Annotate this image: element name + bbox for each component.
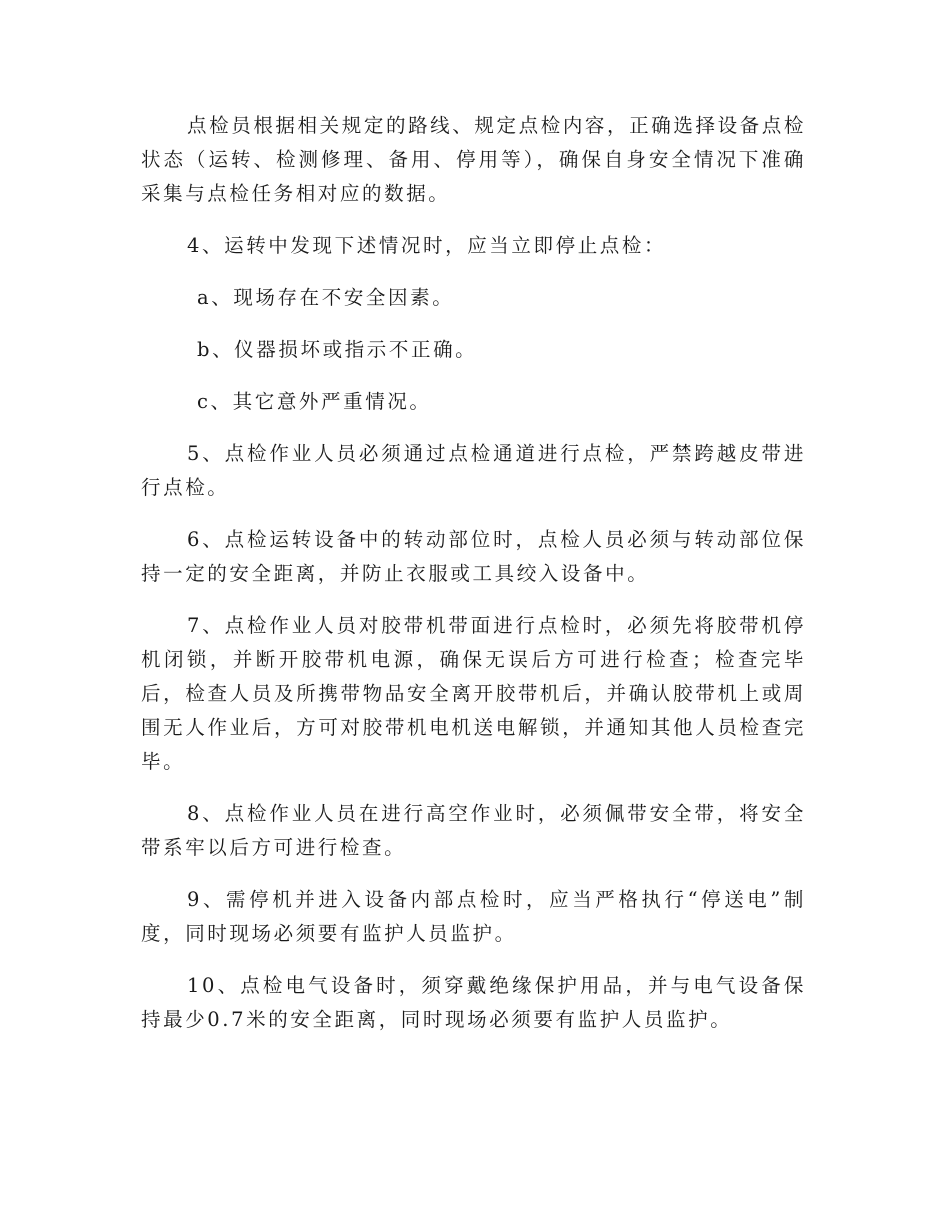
paragraph-item-4: 4、运转中发现下述情况时，应当立即停止点检： — [187, 234, 667, 257]
sub-item-a: a、现场存在不安全因素。 — [197, 286, 455, 309]
sub-item-b: b、仪器损坏或指示不正确。 — [197, 338, 478, 361]
paragraph-item-8: 8、点检作业人员在进行高空作业时，必须佩带安全带，将安全带系牢以后方可进行检查。 — [141, 802, 806, 859]
paragraph-intro: 点检员根据相关规定的路线、规定点检内容，正确选择设备点检状态（运转、检测修理、备用、停用等），确保自身安全情况下准确采集与点检任务相对应的数据。 — [141, 114, 806, 205]
document-body — [141, 109, 806, 1055]
paragraph-item-7: 7、点检作业人员对胶带机带面进行点检时，必须先将胶带机停机闭锁，并断开胶带机电源，确保无误后方可进行检查；检查完毕后，检查人员及所携带物品安全离开胶带机后，并确认胶带机上或周围无人作业后，方可对胶带机电机送电解锁，并通知其他人员检查完毕。 — [141, 614, 806, 773]
paragraph-item-5: 5、点检作业人员必须通过点检通道进行点检，严禁跨越皮带进行点检。 — [141, 442, 806, 499]
paragraph-item-6: 6、点检运转设备中的转动部位时，点检人员必须与转动部位保持一定的安全距离，并防止衣服或工具绞入设备中。 — [141, 528, 806, 585]
paragraph-item-10: 10、点检电气设备时，须穿戴绝缘保护用品，并与电气设备保持最少0.7米的安全距离，同时现场必须要有监护人员监护。 — [141, 974, 806, 1031]
paragraph-item-9: 9、需停机并进入设备内部点检时，应当严格执行“停送电”制度，同时现场必须要有监护人员监护。 — [141, 888, 806, 945]
sub-item-c: c、其它意外严重情况。 — [197, 390, 432, 413]
